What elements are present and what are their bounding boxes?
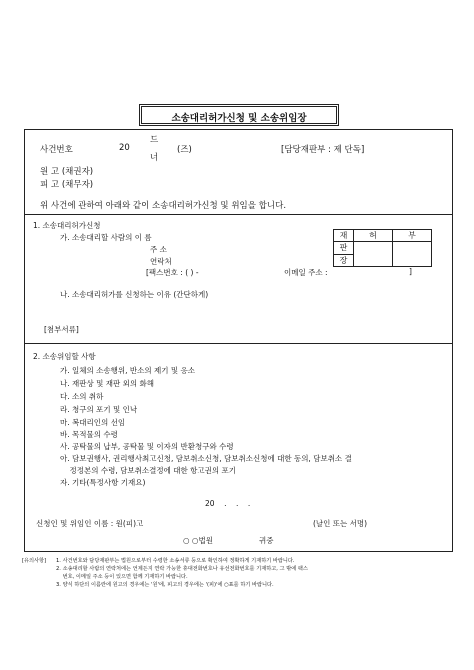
attachments-label: [첨부서류] [44,325,79,334]
court-honorific: 귀중 [259,536,274,545]
delegation-item: 다. 소의 취하 [60,392,104,401]
main-form-frame [24,129,453,552]
plaintiff-label: 원 고 (채권자) [40,167,94,177]
signature-name-label: 신청인 및 위임인 이름 : 원(피)고 [36,519,144,528]
case-year: 20 [119,143,130,153]
note-line: 3. 양식 하단의 이름란에 원고의 경우에는 '원'에, 피고의 경우에는 '(피)'에 ○표를 하기 바랍니다. [56,582,274,588]
case-paren: (즈) [177,145,192,155]
case-kind-top: 드 [150,135,159,145]
delegation-item: 라. 청구의 포기 및 인낙 [60,405,138,414]
agent-address-label: 주 소 [150,245,167,254]
delegation-item: 사. 공탁물의 납부, 공탁물 및 이자의 반환청구와 수령 [60,442,234,451]
permit-blank-deny [393,242,432,267]
permit-cell-jang: 장 [334,254,354,266]
notes-label: [유의사항] [22,558,47,564]
case-kind-bottom: 너 [150,153,159,163]
email-label: 이메일 주소 : [284,268,328,277]
delegation-item: 가. 일체의 소송행위, 반소의 제기 및 응소 [60,366,195,375]
judge-division: [담당재판부 : 제 단독] [281,145,365,155]
permit-cell-judge-char: 재 [334,230,354,242]
note-line: 1. 사건번호와 담당재판부는 법원으로부터 수령한 소송서류 등으로 확인하여 정확하게 기재하기 바랍니다. [56,558,295,564]
delegation-item: 바. 목적물의 수령 [60,430,118,439]
reason-label: 나. 소송대리허가를 신청하는 이유 (간단하게) [60,290,209,299]
divider-after-section1 [24,343,453,344]
signature-seal-label: (날인 또는 서명) [313,519,368,528]
fax-number-label: [팩스번호 : ( ) - [146,268,199,277]
defendant-label: 피 고 (채무자) [40,180,94,190]
agent-name-label: 가. 소송대리할 사람의 이 름 [60,233,152,242]
permit-blank-allow [354,242,393,267]
delegation-item: 아. 담보권행사, 권리행사최고신청, 담보취소신청, 담보취소신청에 대한 동의, 담보취소 결 [60,454,352,463]
delegation-item: 정정본의 수령, 담보취소결정에 대한 항고권의 포기 [60,466,236,475]
contact-close-bracket: ] [409,267,412,276]
delegation-item: 자. 기타(특정사항 기재요) [60,478,146,487]
court-name: ○ ○법원 [183,536,213,545]
section1-heading: 1. 소송대리허가신청 [33,221,101,230]
delegation-item: 마. 복대리인의 선임 [60,418,126,427]
permit-cell-deny: 부 [393,230,432,242]
agent-contact-label: 연락처 [150,257,172,266]
note-line: 2. 소송대리할 사람의 연락처에는 언제든지 연락 가능한 휴대전화번호나 유선전화번호를 기재하고, 그 밖에 팩스 [56,566,308,572]
delegation-item: 나. 재판상 및 재판 외의 화해 [60,379,154,388]
form-title: 소송대리허가신청 및 소송위임장 [171,113,307,124]
section2-heading: 2. 소송위임할 사항 [33,352,96,361]
date-line: 20 . . . [205,499,251,508]
note-line: 번호, 이메일 주소 등이 있으면 함께 기재하기 바랍니다. [56,574,188,580]
title-box [139,104,339,126]
permit-table [333,229,432,267]
divider-after-intro [24,214,453,215]
intro-text: 위 사건에 관하여 아래와 같이 소송대리허가신청 및 위임을 합니다. [40,201,287,211]
permit-cell-pan: 판 [334,242,354,254]
permit-cell-allow: 허 [354,230,393,242]
case-number-label: 사건번호 [40,145,73,155]
